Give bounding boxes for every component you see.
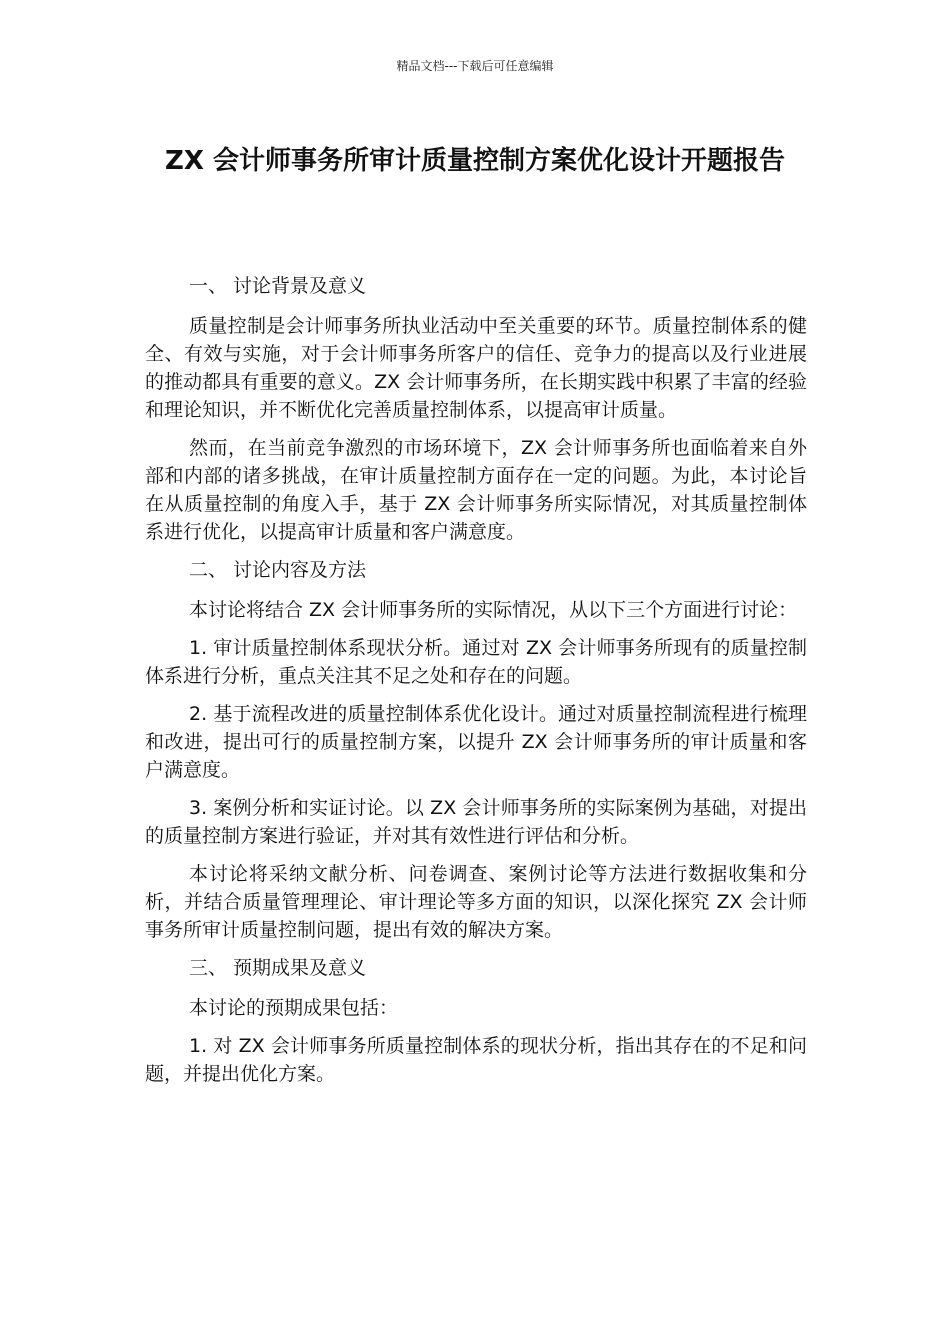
list-item-content-2: 2. 基于流程改进的质量控制体系优化设计。通过对质量控制流程进行梳理和改进，提出可行的质量控制方案，以提升 ZX 会计师事务所的审计质量和客户满意度。 — [145, 703, 807, 781]
list-item-content-3: 3. 案例分析和实证讨论。以 ZX 会计师事务所的实际案例为基础，对提出的质量控制方案进行验证，并对其有效性进行评估和分析。 — [145, 797, 807, 847]
paragraph-content-intro: 本讨论将结合 ZX 会计师事务所的实际情况，从以下三个方面进行讨论： — [189, 599, 798, 621]
section-heading-background: 一、 讨论背景及意义 — [189, 275, 367, 297]
header-note: 精品文档---下载后可任意编辑 — [396, 59, 554, 73]
section-heading-content-methods: 二、 讨论内容及方法 — [189, 559, 367, 581]
paragraph-background-2: 然而，在当前竞争激烈的市场环境下，ZX 会计师事务所也面临着来自外部和内部的诸多挑战，在审计质量控制方面存在一定的问题。为此，本讨论旨在从质量控制的角度入手，基于 ZX 会计师事务所实际情况，对其质量控制体系进行优化，以提高审计质量和客户满意度。 — [145, 437, 807, 543]
document-title: ZX 会计师事务所审计质量控制方案优化设计开题报告 — [165, 146, 785, 176]
paragraph-methods: 本讨论将采纳文献分析、问卷调查、案例讨论等方法进行数据收集和分析，并结合质量管理理论、审计理论等多方面的知识，以深化探究 ZX 会计师事务所审计质量控制问题，提出有效的解决方案。 — [145, 863, 807, 941]
document-body — [145, 272, 807, 1098]
list-item-content-1: 1. 审计质量控制体系现状分析。通过对 ZX 会计师事务所现有的质量控制体系进行分析，重点关注其不足之处和存在的问题。 — [145, 637, 807, 687]
section-heading-expected-results: 三、 预期成果及意义 — [189, 957, 367, 979]
list-item-expected-1: 1. 对 ZX 会计师事务所质量控制体系的现状分析，指出其存在的不足和问题，并提出优化方案。 — [145, 1035, 807, 1085]
paragraph-background-1: 质量控制是会计师事务所执业活动中至关重要的环节。质量控制体系的健全、有效与实施，对于会计师事务所客户的信任、竞争力的提高以及行业进展的推动都具有重要的意义。ZX 会计师事务所，在长期实践中积累了丰富的经验和理论知识，并不断优化完善质量控制体系，以提高审计质量。 — [145, 315, 807, 421]
paragraph-expected-intro: 本讨论的预期成果包括： — [189, 997, 399, 1019]
